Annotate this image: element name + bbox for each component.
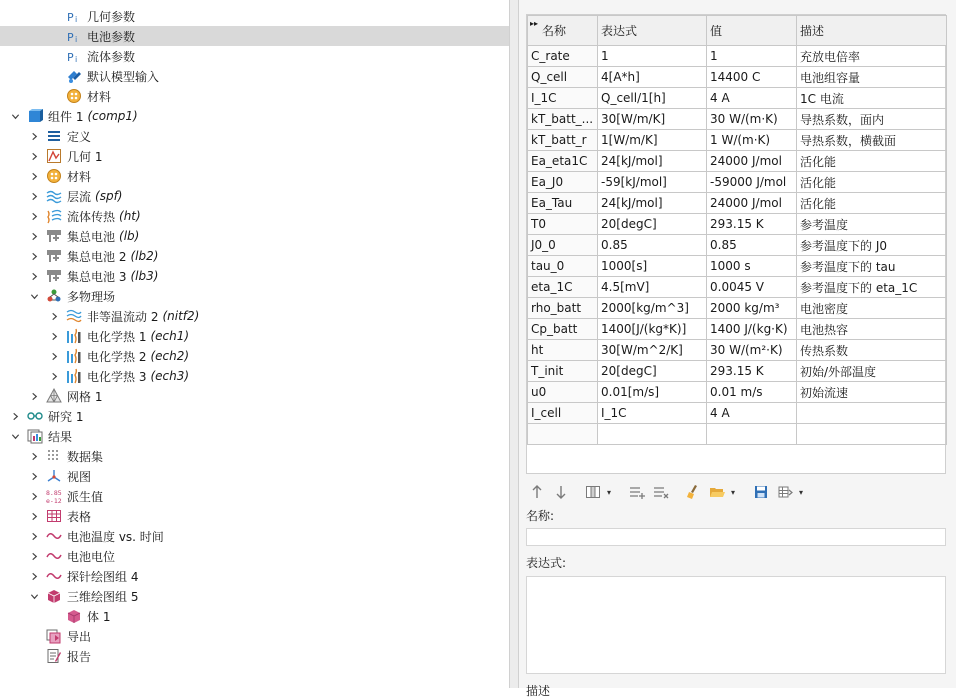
chevron-right-icon[interactable] (28, 130, 40, 142)
tree-item[interactable] (0, 246, 509, 266)
cell-description[interactable] (797, 424, 947, 445)
tree-item-label: 材料 (67, 169, 92, 184)
tree-item[interactable] (0, 626, 509, 646)
tree-item-tag: (comp1) (87, 109, 138, 123)
cell-expression[interactable]: 4[A*h] (598, 67, 707, 88)
svg-text:e-12: e-12 (46, 497, 62, 505)
table-row[interactable] (528, 403, 947, 424)
tree-item-label: 电池电位 (67, 549, 116, 564)
cell-expression[interactable]: 24[kJ/mol] (598, 193, 707, 214)
cell-name[interactable] (528, 424, 598, 445)
table-row[interactable] (528, 319, 947, 340)
tree-item-label: 电化学热 3 (87, 369, 147, 384)
chevron-right-icon[interactable] (28, 230, 40, 242)
column-header-name[interactable] (528, 16, 598, 46)
table-row[interactable] (528, 235, 947, 256)
splitter[interactable] (509, 0, 519, 688)
column-layout-icon[interactable] (583, 482, 603, 502)
table-header-row (528, 16, 947, 46)
cell-expression[interactable]: 1[W/m/K] (598, 130, 707, 151)
save-icon[interactable] (751, 482, 771, 502)
model-input-icon (66, 68, 82, 84)
chevron-right-icon[interactable] (28, 550, 40, 562)
cell-value: 24000 J/mol (707, 193, 797, 214)
tree-item[interactable] (0, 366, 509, 386)
tree-item[interactable] (0, 306, 509, 326)
clear-table-icon[interactable] (683, 482, 703, 502)
definitions-icon (46, 128, 62, 144)
cell-description[interactable]: 1C 电流 (797, 88, 947, 109)
cell-value: 30 W/(m²·K) (707, 340, 797, 361)
tree-item[interactable] (0, 546, 509, 566)
tables-icon (46, 508, 62, 524)
cell-description[interactable]: 活化能 (797, 151, 947, 172)
chevron-right-icon[interactable] (28, 270, 40, 282)
cell-description[interactable]: 电池热容 (797, 319, 947, 340)
cell-value: 0.0045 V (707, 277, 797, 298)
tree-item[interactable] (0, 46, 509, 66)
datasets-icon (46, 448, 62, 464)
tree-item-label: 探针绘图组 4 (67, 569, 139, 584)
cell-expression[interactable]: 0.01[m/s] (598, 382, 707, 403)
chevron-right-icon[interactable] (48, 310, 60, 322)
tree-item[interactable] (0, 126, 509, 146)
cell-description[interactable]: 参考温度下的 eta_1C (797, 277, 947, 298)
tree-item[interactable] (0, 406, 509, 426)
svg-text:i: i (75, 35, 78, 44)
geometry-icon (46, 148, 62, 164)
volume-icon (66, 608, 82, 624)
tree-item-label: 报告 (67, 649, 92, 664)
svg-text:8.85: 8.85 (46, 489, 62, 497)
cell-name[interactable]: Cp_batt (528, 319, 598, 340)
chevron-down-icon[interactable] (9, 430, 21, 442)
tree-item-label: 集总电池 3 (67, 269, 127, 284)
export-icon (46, 628, 62, 644)
cell-name[interactable]: Ea_J0 (528, 172, 598, 193)
dropdown-arrow-icon[interactable]: ▾ (799, 487, 804, 497)
cell-value: 1000 s (707, 256, 797, 277)
nonisothermal-flow-icon (66, 308, 82, 324)
chevron-right-icon[interactable] (28, 170, 40, 182)
chevron-down-icon[interactable] (28, 590, 40, 602)
multiphysics-icon (46, 288, 62, 304)
plot-1d-icon (46, 568, 62, 584)
tree-item[interactable] (0, 66, 509, 86)
open-file-icon[interactable] (707, 482, 727, 502)
load-from-file-icon[interactable] (775, 482, 795, 502)
electrochemical-heat-icon (66, 348, 82, 364)
column-header-label: 名称 (542, 24, 567, 38)
chevron-right-icon[interactable] (28, 190, 40, 202)
chevron-right-icon[interactable] (28, 150, 40, 162)
table-row[interactable] (528, 130, 947, 151)
tree-item-label: 电化学热 1 (87, 329, 147, 344)
cell-value: 1 W/(m·K) (707, 130, 797, 151)
tree-item-label: 电池参数 (87, 29, 136, 44)
table-row[interactable] (528, 151, 947, 172)
cell-description[interactable]: 电池密度 (797, 298, 947, 319)
cell-name[interactable]: rho_batt (528, 298, 598, 319)
tree-item[interactable] (0, 606, 509, 626)
move-up-icon[interactable] (527, 482, 547, 502)
cell-expression[interactable]: 0.85 (598, 235, 707, 256)
add-rows-icon[interactable] (627, 482, 647, 502)
chevron-down-icon[interactable] (9, 110, 21, 122)
cell-value: 293.15 K (707, 361, 797, 382)
tree-item[interactable] (0, 186, 509, 206)
cell-expression[interactable]: Q_cell/1[h] (598, 88, 707, 109)
chevron-right-icon[interactable] (28, 570, 40, 582)
cell-name[interactable]: Ea_eta1C (528, 151, 598, 172)
heat-transfer-icon (46, 208, 62, 224)
cell-value: 1 (707, 46, 797, 67)
cell-name[interactable]: kT_batt_... (528, 109, 598, 130)
cell-expression[interactable]: 4.5[mV] (598, 277, 707, 298)
plot-1d-icon (46, 528, 62, 544)
name-label: 名称: (526, 509, 555, 523)
cell-description[interactable]: 参考温度下的 tau (797, 256, 947, 277)
cell-name[interactable]: ht (528, 340, 598, 361)
tree-item-label: 流体参数 (87, 49, 136, 64)
column-header-description[interactable]: 描述 (797, 16, 947, 46)
tree-item-label: 研究 1 (48, 409, 84, 424)
tree-item-tag: (ht) (119, 209, 141, 223)
cell-description[interactable]: 导热系数，横截面 (797, 130, 947, 151)
description-label: 描述 (526, 684, 551, 698)
cell-value: 14400 C (707, 67, 797, 88)
tree-item[interactable] (0, 486, 509, 506)
cell-value: 4 A (707, 403, 797, 424)
svg-text:i: i (75, 55, 78, 64)
cell-name[interactable]: tau_0 (528, 256, 598, 277)
expression-input[interactable] (526, 576, 946, 674)
tree-item-label: 几何参数 (87, 9, 136, 24)
tree-item-label: 结果 (48, 429, 73, 444)
table-row[interactable] (528, 361, 947, 382)
cell-value: 2000 kg/m³ (707, 298, 797, 319)
tree-item-label: 集总电池 (67, 229, 116, 244)
tree-item-tag: (ech1) (150, 329, 190, 343)
tree-item-label: 组件 1 (48, 109, 84, 124)
cell-value: 0.01 m/s (707, 382, 797, 403)
cell-expression[interactable]: 20[degC] (598, 361, 707, 382)
cell-expression[interactable] (598, 424, 707, 445)
cell-expression[interactable]: 30[W/m/K] (598, 109, 707, 130)
table-row[interactable] (528, 340, 947, 361)
dropdown-arrow-icon[interactable]: ▾ (607, 487, 612, 497)
cell-name[interactable]: J0_0 (528, 235, 598, 256)
component-icon (27, 108, 43, 124)
tree-item[interactable] (0, 6, 509, 26)
chevron-right-icon[interactable] (28, 450, 40, 462)
laminar-flow-icon (46, 188, 62, 204)
table-row[interactable] (528, 67, 947, 88)
column-header-value[interactable]: 值 (707, 16, 797, 46)
chevron-right-icon[interactable] (28, 490, 40, 502)
table-row[interactable] (528, 298, 947, 319)
param-icon (66, 28, 82, 44)
cell-name[interactable]: I_1C (528, 88, 598, 109)
chevron-right-icon[interactable] (48, 370, 60, 382)
tree-item-tag: (spf) (95, 189, 123, 203)
cell-name[interactable]: T_init (528, 361, 598, 382)
cell-value: 30 W/(m·K) (707, 109, 797, 130)
cell-name[interactable]: C_rate (528, 46, 598, 67)
lumped-battery-icon (46, 268, 62, 284)
tree-item-label: 表格 (67, 509, 92, 524)
expression-label: 表达式: (526, 556, 567, 570)
tree-item-label: 导出 (67, 629, 92, 644)
tree-item[interactable] (0, 526, 509, 546)
cell-description[interactable]: 活化能 (797, 172, 947, 193)
cell-name[interactable]: u0 (528, 382, 598, 403)
mesh-icon (46, 388, 62, 404)
cell-description[interactable]: 参考温度 (797, 214, 947, 235)
table-row[interactable] (528, 214, 947, 235)
plot-3d-icon (46, 588, 62, 604)
cell-expression[interactable]: -59[kJ/mol] (598, 172, 707, 193)
cell-value: 24000 J/mol (707, 151, 797, 172)
tree-item-label: 多物理场 (67, 289, 116, 304)
chevron-right-icon[interactable] (48, 350, 60, 362)
views-icon (46, 468, 62, 484)
param-icon (66, 8, 82, 24)
cell-expression[interactable]: I_1C (598, 403, 707, 424)
tree-item[interactable] (0, 646, 509, 666)
tree-item-tag: (nitf2) (162, 309, 200, 323)
move-down-icon[interactable] (551, 482, 571, 502)
tree-item-tag: (lb) (119, 229, 140, 243)
tree-item-tag: (ech2) (150, 349, 190, 363)
cell-description[interactable]: 充放电倍率 (797, 46, 947, 67)
tree-item[interactable] (0, 86, 509, 106)
cell-name[interactable]: kT_batt_r (528, 130, 598, 151)
cell-expression[interactable]: 1 (598, 46, 707, 67)
tree-item-label: 三维绘图组 5 (67, 589, 139, 604)
tree-item-label: 视图 (67, 469, 92, 484)
tree-item[interactable] (0, 446, 509, 466)
sort-indicator-icon: ▸▸ (530, 19, 539, 28)
tree-item[interactable] (0, 566, 509, 586)
tree-item-label: 网格 1 (67, 389, 103, 404)
table-row[interactable] (528, 88, 947, 109)
tree-item[interactable] (0, 466, 509, 486)
chevron-right-icon[interactable] (28, 210, 40, 222)
electrochemical-heat-icon (66, 328, 82, 344)
cell-expression[interactable]: 1400[J/(kg*K)] (598, 319, 707, 340)
delete-rows-icon[interactable] (651, 482, 671, 502)
plot-1d-icon (46, 548, 62, 564)
cell-description[interactable]: 电池组容量 (797, 67, 947, 88)
parameters-table (526, 14, 946, 474)
table-row[interactable] (528, 277, 947, 298)
study-icon (27, 408, 43, 424)
cell-description[interactable]: 活化能 (797, 193, 947, 214)
tree-item[interactable] (0, 326, 509, 346)
tree-item[interactable] (0, 506, 509, 526)
tree-item[interactable] (0, 266, 509, 286)
cell-name[interactable]: T0 (528, 214, 598, 235)
tree-item-label: 几何 1 (67, 149, 103, 164)
svg-text:P: P (67, 31, 74, 44)
table-row[interactable] (528, 382, 947, 403)
tree-item-label: 数据集 (67, 449, 104, 464)
table-row[interactable] (528, 109, 947, 130)
lumped-battery-icon (46, 228, 62, 244)
svg-text:P: P (67, 51, 74, 64)
chevron-right-icon[interactable] (28, 390, 40, 402)
cell-description[interactable]: 初始/外部温度 (797, 361, 947, 382)
tree-item-label: 定义 (67, 129, 92, 144)
chevron-right-icon[interactable] (48, 330, 60, 342)
tree-item[interactable] (0, 386, 509, 406)
tree-item-label: 层流 (67, 189, 92, 204)
chevron-right-icon[interactable] (9, 410, 21, 422)
cell-description[interactable]: 导热系数，面内 (797, 109, 947, 130)
tree-item[interactable] (0, 166, 509, 186)
cell-name[interactable]: Ea_Tau (528, 193, 598, 214)
column-header-expression[interactable]: 表达式 (598, 16, 707, 46)
tree-item-label: 体 1 (87, 609, 111, 624)
cell-value: 1400 J/(kg·K) (707, 319, 797, 340)
tree-item[interactable] (0, 226, 509, 246)
lumped-battery-icon (46, 248, 62, 264)
table-toolbar (527, 480, 947, 504)
materials-icon (66, 88, 82, 104)
cell-value: 293.15 K (707, 214, 797, 235)
cell-description[interactable] (797, 403, 947, 424)
chevron-right-icon[interactable] (28, 250, 40, 262)
cell-description[interactable]: 传热系数 (797, 340, 947, 361)
svg-text:i: i (75, 15, 78, 24)
tree-item[interactable] (0, 26, 509, 46)
tree-item-tag: (ech3) (150, 369, 190, 383)
cell-expression[interactable]: 20[degC] (598, 214, 707, 235)
table-row[interactable] (528, 172, 947, 193)
cell-description[interactable]: 参考温度下的 J0 (797, 235, 947, 256)
chevron-right-icon[interactable] (28, 530, 40, 542)
chevron-right-icon[interactable] (28, 470, 40, 482)
table-row[interactable] (528, 46, 947, 67)
tree-item[interactable] (0, 106, 509, 126)
cell-name[interactable]: Q_cell (528, 67, 598, 88)
cell-value (707, 424, 797, 445)
name-input[interactable] (526, 528, 946, 546)
param-icon (66, 48, 82, 64)
chevron-right-icon[interactable] (28, 510, 40, 522)
cell-value: 4 A (707, 88, 797, 109)
dropdown-arrow-icon[interactable]: ▾ (731, 487, 736, 497)
tree-item[interactable] (0, 206, 509, 226)
cell-expression[interactable]: 30[W/m^2/K] (598, 340, 707, 361)
tree-item[interactable] (0, 346, 509, 366)
cell-expression[interactable]: 2000[kg/m^3] (598, 298, 707, 319)
tree-item-label: 材料 (87, 89, 112, 104)
materials-icon (46, 168, 62, 184)
parameters-grid (527, 15, 947, 445)
electrochemical-heat-icon (66, 368, 82, 384)
tree-item-label: 派生值 (67, 489, 104, 504)
tree-item-label: 默认模型输入 (87, 69, 160, 84)
cell-name[interactable]: eta_1C (528, 277, 598, 298)
settings-panel (519, 0, 956, 698)
table-row[interactable] (528, 193, 947, 214)
tree-item-label: 流体传热 (67, 209, 116, 224)
tree-item-tag: (lb2) (130, 249, 159, 263)
cell-expression[interactable]: 24[kJ/mol] (598, 151, 707, 172)
cell-name[interactable]: I_cell (528, 403, 598, 424)
results-icon (27, 428, 43, 444)
tree-item-tag: (lb3) (130, 269, 159, 283)
tree-item[interactable] (0, 586, 509, 606)
report-icon (46, 648, 62, 664)
tree-item[interactable] (0, 146, 509, 166)
table-row[interactable] (528, 424, 947, 445)
cell-value: 0.85 (707, 235, 797, 256)
tree-item-label: 集总电池 2 (67, 249, 127, 264)
svg-text:P: P (67, 11, 74, 24)
tree-item[interactable] (0, 426, 509, 446)
derived-values-icon (46, 488, 62, 504)
tree-item[interactable] (0, 286, 509, 306)
cell-expression[interactable]: 1000[s] (598, 256, 707, 277)
tree-item-label: 电池温度 vs. 时间 (67, 529, 164, 544)
table-row[interactable] (528, 256, 947, 277)
cell-description[interactable]: 初始流速 (797, 382, 947, 403)
chevron-down-icon[interactable] (28, 290, 40, 302)
cell-value: -59000 J/mol (707, 172, 797, 193)
tree-item-label: 非等温流动 2 (87, 309, 159, 324)
tree-item-label: 电化学热 2 (87, 349, 147, 364)
